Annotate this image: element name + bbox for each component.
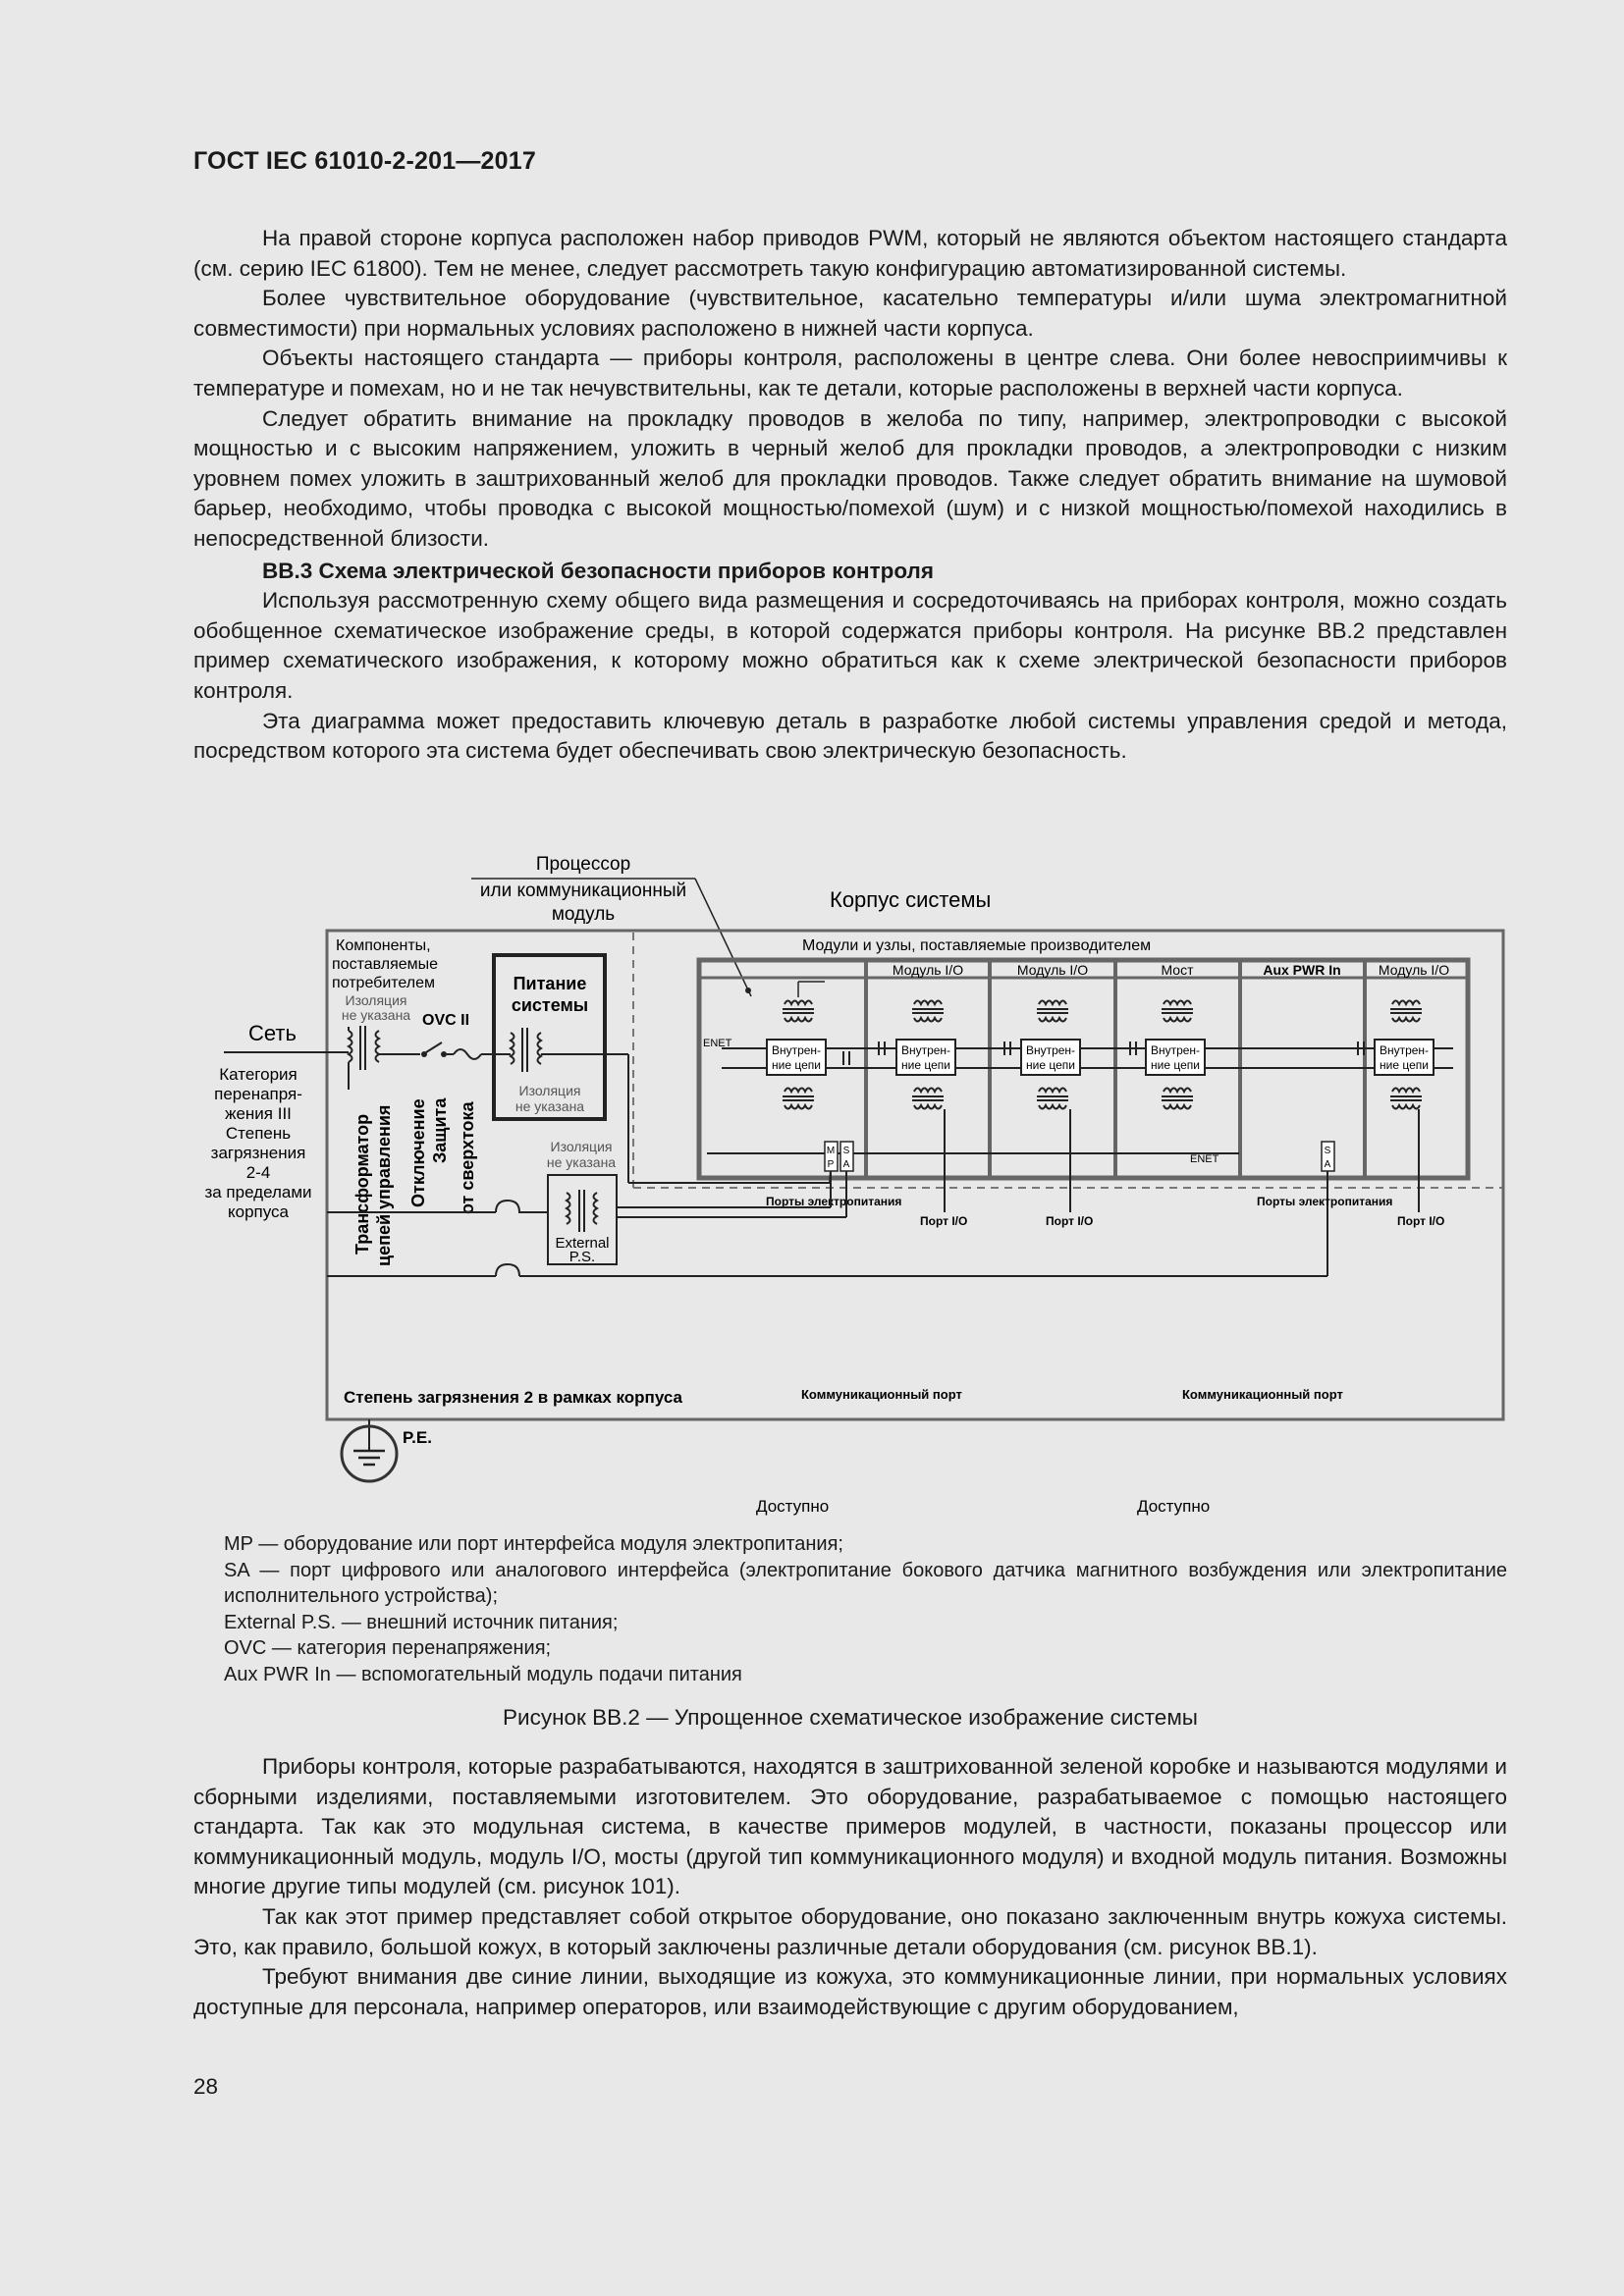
page-number: 28 [193, 2074, 219, 2099]
network-label: Сеть [248, 1021, 297, 1045]
paragraph: Требуют внимания две синие линии, выходящие из кожуха, это коммуникационные линии, при нормальных условиях доступные для персонала, например операторов, или взаимодействующие с другим оборудованием, [193, 1964, 1507, 2019]
paragraph: Используя рассмотренную схему общего вида размещения и сосредоточиваясь на приборах контроля, можно создать обобщенное схематическое изображение среды, в которой содержатся приборы контроля. На рисунке BB.2 представлен пример схематического изображения, к которому можно обратиться как к схеме электрической безопасности приборов контроля. [193, 588, 1507, 703]
io-port-label: Порт I/O [1397, 1214, 1445, 1228]
col-aux: Aux PWR In [1263, 962, 1341, 978]
category-label: загрязнения [210, 1144, 306, 1162]
power-ports-label: Порты электропитания [1257, 1195, 1393, 1208]
inner-circuit-label: ние цепи [901, 1058, 950, 1072]
system-housing-label: Корпус системы [830, 887, 992, 912]
paragraph: На правой стороне корпуса расположен набор приводов PWM, который не являются объектом настоящего стандарта (см. серию IEC 61800). Тем не менее, следует рассмотреть такую конфигурацию автоматизированной системы. [193, 226, 1507, 281]
io-port-label: Порт I/O [920, 1214, 968, 1228]
legend-item: MP — оборудование или порт интерфейса модуля электропитания; [224, 1533, 843, 1555]
mp-p: P [827, 1159, 835, 1170]
page-header: ГОСТ IEC 61010-2-201—2017 [193, 147, 536, 175]
paragraph: Более чувствительное оборудование (чувствительное, касательно температуры и/или шума электромагнитной совместимости) при нормальных условиях расположено в нижней части корпуса. [193, 286, 1507, 341]
inner-circuit-label: ние цепи [1026, 1058, 1075, 1072]
processor-label: модуль [551, 904, 616, 925]
available-label: Доступно [1137, 1497, 1211, 1516]
legend-item: SA — порт цифрового или аналогового интерфейса (электропитание бокового датчика магнитного возбуждения или электропитание исполнительного устройства); [224, 1559, 1507, 1607]
inner-circuit-label: ние цепи [772, 1058, 821, 1072]
overcurrent-label: Защита [430, 1097, 450, 1163]
paragraph: Объекты настоящего стандарта — приборы контроля, расположены в центре слева. Они более невосприимчивы к температуре и помехам, но и не так нечувствительны, как те детали, которые расположены в верхней части корпуса. [193, 346, 1507, 400]
col-bridge: Мост [1161, 962, 1194, 978]
paragraph: Следует обратить внимание на прокладку проводов в желоба по типу, например, электропроводки с высокой мощностью и с высоким напряжением, уложить в черный желоб для прокладки проводов, а электропроводки с низким уровнем помех уложить в заштрихованный желоб для прокладки проводов. Также следует обратить внимание на шумовой барьер, необходимо, чтобы проводка с высокой мощностью/помехой (шум) и с низкой мощностью/помехой находились в непосредственной близости. [193, 405, 1507, 551]
inner-circuit-label: Внутрен- [771, 1043, 822, 1057]
transformer-label: Трансформатор [352, 1113, 372, 1255]
comm-port-label: Коммуникационный порт [1182, 1387, 1343, 1402]
category-label: Категория [219, 1065, 298, 1084]
paragraph: Приборы контроля, которые разрабатываются, находятся в заштрихованной зеленой коробке и называются модулями и сборными изделиями, поставляемыми изготовителем. Это оборудование, разрабатываемое с помощью настоящего стандарта. Так как это модульная система, в качестве примеров модулей, в частности, показаны процессор или коммуникационный модуль, модуль I/O, мосты (другой тип коммуникационного модуля) и входной модуль питания. Возможны многие другие типы модулей (см. рисунок 101). [193, 1754, 1507, 1899]
consumer-components-label: поставляемые [332, 956, 439, 973]
category-label: перенапря- [214, 1085, 302, 1103]
isolation-label: Изоляция [345, 992, 407, 1008]
pe-label: P.E. [403, 1428, 432, 1447]
category-label: за пределами [204, 1183, 312, 1201]
isolation-label: Изоляция [518, 1083, 581, 1098]
inner-circuit-label: Внутрен- [900, 1043, 951, 1057]
figure-legend [224, 1531, 1507, 1687]
pollution-inside-label: Степень загрязнения 2 в рамках корпуса [344, 1388, 682, 1407]
overcurrent-label: от сверхтока [458, 1101, 477, 1214]
consumer-components-label: Компоненты, [336, 937, 431, 954]
sa-s: S [1324, 1146, 1331, 1156]
paragraph: Эта диаграмма может предоставить ключевую деталь в разработке любой системы управления средой и метода, посредством которого эта система будет обеспечивать свою электрическую безопасность. [193, 708, 1507, 764]
system-power-label: Питание [513, 974, 587, 993]
ovc-label: OVC II [422, 1012, 470, 1029]
processor-label: или коммуникационный [479, 881, 687, 901]
isolation-label: не указана [546, 1154, 617, 1170]
col-io1: Модуль I/O [892, 962, 964, 978]
section-heading: BB.3 Схема электрической безопасности приборов контроля [262, 558, 934, 583]
io-port-label: Порт I/O [1046, 1214, 1094, 1228]
category-label: корпуса [227, 1202, 290, 1221]
legend-item: OVC — категория перенапряжения; [224, 1637, 552, 1659]
isolation-label: не указана [514, 1098, 585, 1114]
system-power-label: системы [511, 995, 589, 1015]
text-block-bottom [193, 1752, 1507, 2022]
sa-a: A [842, 1159, 850, 1170]
inner-circuit-label: ние цепи [1151, 1058, 1200, 1072]
comm-port-label: Коммуникационный порт [801, 1387, 962, 1402]
category-label: Степень [225, 1124, 292, 1143]
figure-caption: Рисунок BB.2 — Упрощенное схематическое изображение системы [503, 1705, 1198, 1730]
processor-label: Процессор [535, 854, 631, 875]
inner-circuit-label: Внутрен- [1150, 1043, 1201, 1057]
power-ports-label: Порты электропитания [766, 1195, 902, 1208]
category-label: жения III [225, 1104, 292, 1123]
enet-label: ENET [1190, 1153, 1219, 1165]
sa-a: A [1324, 1159, 1331, 1170]
inner-circuit-label: Внутрен- [1025, 1043, 1076, 1057]
transformer-label: цепей управления [374, 1104, 394, 1266]
isolation-label: Изоляция [550, 1139, 613, 1154]
external-ps-label: P.S. [568, 1249, 596, 1265]
legend-item: Aux PWR In — вспомогательный модуль подачи питания [224, 1663, 742, 1685]
inner-circuit-label: ние цепи [1380, 1058, 1429, 1072]
col-io3: Модуль I/O [1378, 962, 1450, 978]
enet-label: ENET [703, 1038, 732, 1049]
external-ps-label: External [555, 1235, 610, 1252]
disconnect-label: Отключение [408, 1098, 428, 1207]
consumer-components-label: потребителем [332, 975, 436, 991]
vendor-modules-label: Модули и узлы, поставляемые производителем [802, 937, 1152, 954]
isolation-label: не указана [341, 1007, 411, 1023]
sa-s: S [842, 1146, 850, 1156]
mp-m: M [826, 1146, 836, 1156]
inner-circuit-label: Внутрен- [1379, 1043, 1430, 1057]
col-io2: Модуль I/O [1016, 962, 1089, 978]
available-label: Доступно [756, 1497, 830, 1516]
legend-item: External P.S. — внешний источник питания; [224, 1611, 619, 1633]
paragraph: Так как этот пример представляет собой открытое оборудование, оно показано заключенным внутрь кожуха системы. Это, как правило, большой кожух, в который заключены различные детали оборудования (см. рисунок BB.1). [193, 1903, 1507, 1959]
category-label: 2-4 [245, 1163, 271, 1182]
